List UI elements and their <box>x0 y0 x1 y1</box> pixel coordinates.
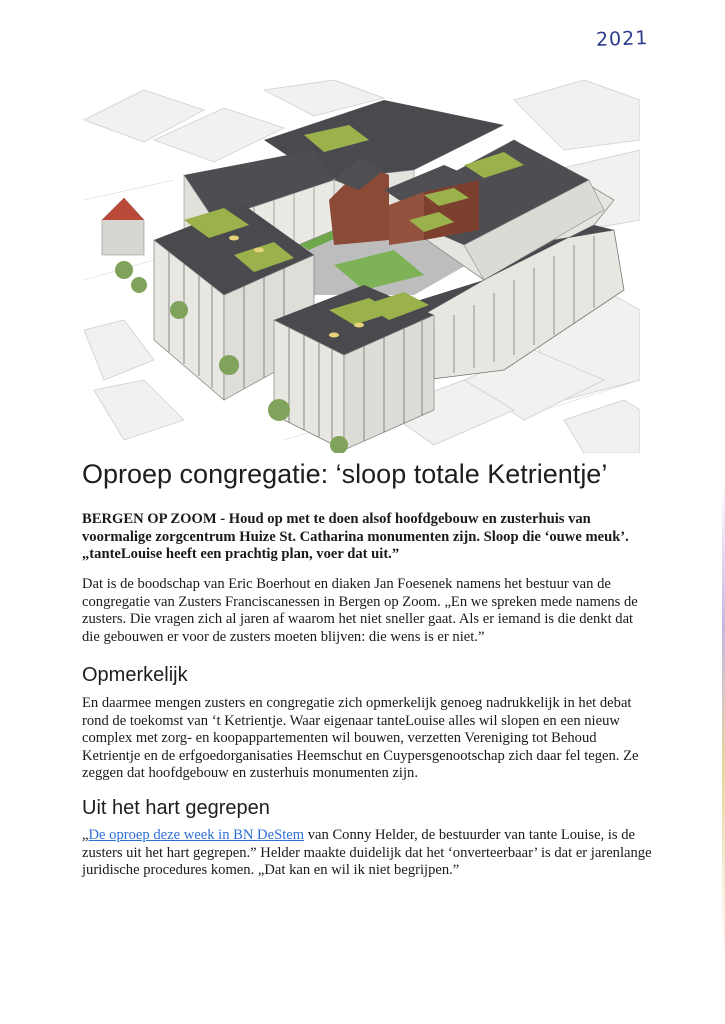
paragraph-3-text: van Conny Helder, de bestuurder van tante Louise, is de zusters uit het hart gegrepen.” Helder maakte duidelijk dat het ‘onverteerbaar’ is dat er jarenlange juridische procedures komen. „Dat kan en wil ik niet begrijpen.” <box>82 827 652 879</box>
article-lead: BERGEN OP ZOOM - Houd op met te doen alsof hoofdgebouw en zusterhuis van voormalige zorgcentrum Huize St. Catharina monumenten zijn. Sloop die ‘ouwe meuk’. „tanteLouise heeft een prachtig plan, voer dat uit.” <box>82 511 629 563</box>
bn-destem-link[interactable]: De oproep deze week in BN DeStem <box>88 827 305 843</box>
architectural-rendering <box>84 80 640 453</box>
article-paragraph-2: En daarmee mengen zusters en congregatie zich opmerkelijk genoeg nadrukkelijk in het debat rond de toekomst van ‘t Ketrientje. Waar eigenaar tanteLouise alles wil slopen en een nieuw complex met zorg- en koopappartementen wil bouwen, verzetten Vereniging tot Behoud Ketrientje en de erfgoedorganisaties Heemschut en Cuypersgenootschap zich daar fel tegen. Ze zeggen dat hoofdgebouw en zusterhuis monumenten zijn. <box>82 695 639 782</box>
subheading-opmerkelijk: Opmerkelijk <box>82 664 188 686</box>
subheading-uit-het-hart: Uit het hart gegrepen <box>82 797 270 819</box>
article-paragraph-1: Dat is de boodschap van Eric Boerhout en diaken Jan Foesenek namens het bestuur van de congregatie van Zusters Franciscanessen in Bergen op Zoom. „En we spreken mede namens de zusters. Die vragen zich al jaren af waarom het niet sneller gaat. Als er iemand is die denkt dat die gebouwen er voor de zusters moeten blijven: die wens is er niet.” <box>82 576 638 645</box>
article-paragraph-3 <box>82 827 652 880</box>
handwritten-year: 2021 <box>595 27 649 51</box>
rendering-illustration <box>84 80 640 453</box>
article-headline: Oproep congregatie: ‘sloop totale Ketrientje’ <box>82 459 608 489</box>
opening-quote: „ <box>82 827 89 843</box>
